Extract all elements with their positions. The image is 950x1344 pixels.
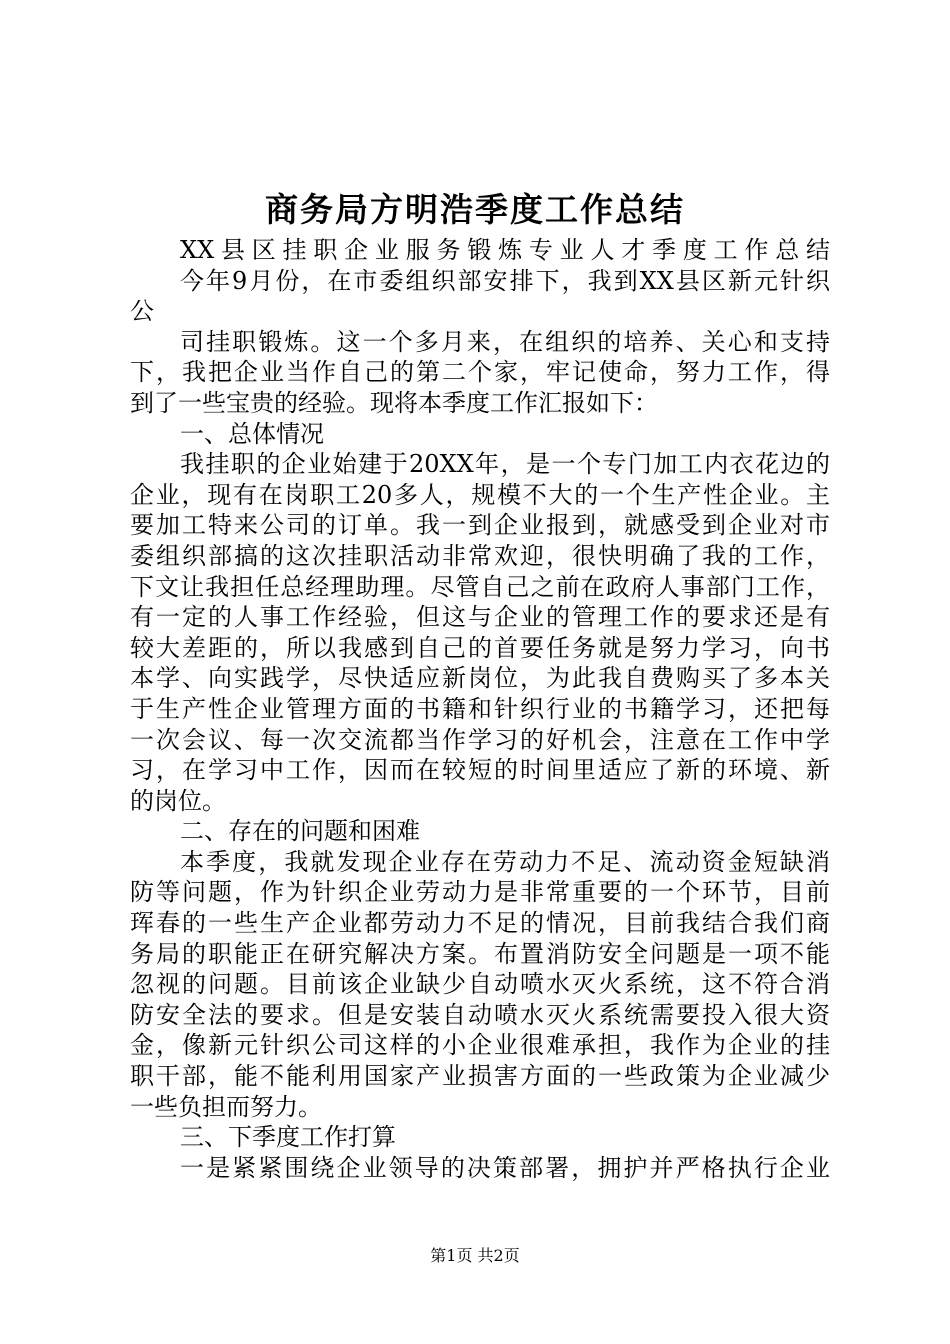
- section-heading: 二、存在的问题和困难: [180, 817, 420, 846]
- paragraph-line: 一是紧紧围绕企业领导的决策部署，拥护并严格执行企业: [180, 1153, 830, 1182]
- paragraph-line: 本季度，我就发现企业存在劳动力不足、流动资金短缺消: [180, 847, 830, 876]
- paragraph-line: 要加工特来公司的订单。我一到企业报到，就感受到企业对市: [130, 511, 830, 540]
- paragraph-line: 下文让我担任总经理助理。尽管自己之前在政府人事部门工作，: [130, 572, 830, 601]
- subtitle-line: XX县区挂职企业服务锻炼专业人才季度工作总结: [180, 236, 830, 264]
- page-footer: 第1页 共2页: [430, 1246, 520, 1265]
- paragraph-line: 公: [130, 297, 154, 326]
- paragraph-line: 司挂职锻炼。这一个多月来，在组织的培养、关心和支持: [180, 327, 830, 356]
- paragraph-line: 务局的职能正在研究解决方案。布置消防安全问题是一项不能: [130, 939, 830, 968]
- paragraph-line: 职干部，能不能利用国家产业损害方面的一些政策为企业减少: [130, 1062, 830, 1091]
- paragraph-line: 下，我把企业当作自己的第二个家，牢记使命，努力工作，得: [130, 358, 830, 387]
- paragraph-line: 习，在学习中工作，因而在较短的时间里适应了新的环境、新: [130, 756, 830, 785]
- paragraph-line: 珲春的一些生产企业都劳动力不足的情况，目前我结合我们商: [130, 909, 830, 938]
- paragraph-line: 今年9月份，在市委组织部安排下，我到XX县区新元针织: [180, 266, 830, 295]
- section-heading: 一、总体情况: [180, 419, 324, 448]
- paragraph-line: 有一定的人事工作经验，但这与企业的管理工作的要求还是有: [130, 603, 830, 632]
- paragraph-line: 企业，现有在岗职工20多人，规模不大的一个生产性企业。主: [130, 480, 830, 509]
- paragraph-line: 委组织部搞的这次挂职活动非常欢迎，很快明确了我的工作，: [130, 541, 830, 570]
- paragraph-line: 金，像新元针织公司这样的小企业很难承担，我作为企业的挂: [130, 1031, 830, 1060]
- paragraph-line: 防安全法的要求。但是安装自动喷水灭火系统需要投入很大资: [130, 1000, 830, 1029]
- paragraph-line: 的岗位。: [130, 786, 226, 815]
- paragraph-line: 一次会议、每一次交流都当作学习的好机会，注意在工作中学: [130, 725, 830, 754]
- section-heading: 三、下季度工作打算: [180, 1123, 396, 1152]
- paragraph-line: 较大差距的，所以我感到自己的首要任务就是努力学习，向书: [130, 633, 830, 662]
- paragraph-line: 我挂职的企业始建于20XX年，是一个专门加工内衣花边的: [180, 450, 830, 479]
- paragraph-line: 一些负担而努力。: [130, 1092, 322, 1121]
- paragraph-line: 忽视的问题。目前该企业缺少自动喷水灭火系统，这不符合消: [130, 970, 830, 999]
- document-body: [130, 235, 830, 1183]
- document-title: 商务局方明浩季度工作总结: [265, 190, 685, 229]
- paragraph-line: 于生产性企业管理方面的书籍和针织行业的书籍学习，还把每: [130, 694, 830, 723]
- paragraph-line: 到了一些宝贵的经验。现将本季度工作汇报如下：: [130, 388, 658, 417]
- paragraph-line: 本学、向实践学，尽快适应新岗位，为此我自费购买了多本关: [130, 664, 830, 693]
- paragraph-line: 防等问题，作为针织企业劳动力是非常重要的一个环节，目前: [130, 878, 830, 907]
